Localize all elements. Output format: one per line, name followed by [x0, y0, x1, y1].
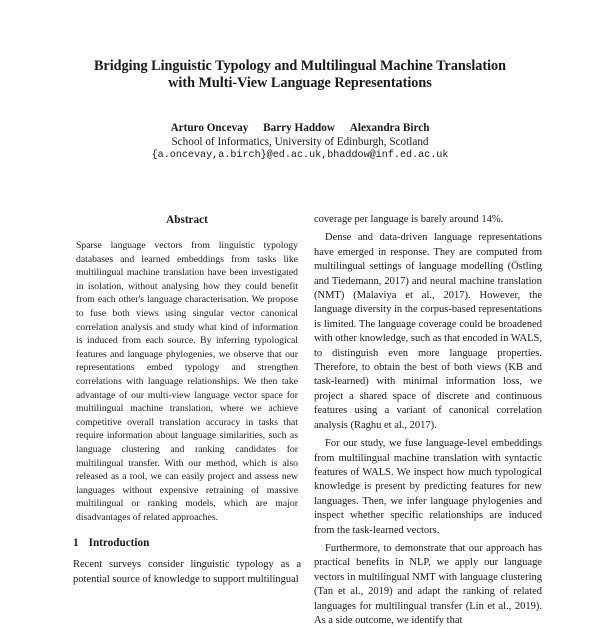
- author-2: Barry Haddow: [263, 122, 335, 134]
- body-paragraph-practical-benefits: Furthermore, to demonstrate that our approach has practical benefits in NLP, we apply our language vectors in multilingual NMT with language clustering (Tan et al., 2019) and adapt the ranking of related languages for multilingual transfer (Lin et al., 2019). As a side outcome, we identify that: [314, 542, 542, 626]
- left-column: [73, 213, 301, 587]
- author-1: Arturo Oncevay: [170, 122, 249, 134]
- title-line-1: Bridging Linguistic Typology and Multilingual Machine Translation: [93, 58, 507, 74]
- author-list: [40, 121, 560, 135]
- body-paragraph-study: For our study, we fuse language-level embeddings from multilingual machine translation with syntactic features of WALS. We inspect how much typological knowledge is present by predicting features for new languages. Then, we infer language phylogenies and inspect whether specific relationships are induced from the task-learned vectors.: [314, 438, 542, 536]
- title-line-2: with Multi-View Language Representations: [168, 75, 432, 91]
- affiliation: School of Informatics, University of Edinburgh, Scotland: [171, 136, 429, 148]
- abstract-text: Sparse language vectors from linguistic typology databases and learned embeddings from tasks like multilingual machine translation have been investigated in isolation, without analysing how they could benefit from each other's language characterisation. We propose to fuse both views using singular vector canonical correlation analysis and study what kind of information is induced from each source. By inferring typological features and language phylogenies, we observe that our representations embed typology and strengthen correlations with language relationships. We then take advantage of our multi-view language vector space for multilingual machine translation, where we achieve competitive overall translation accuracy in tasks that require information about language similarities, such as language clustering and ranking candidates for multilingual transfer. With our method, which is also released as a tool, we can easily project and assess new languages without expensive retraining of massive multilingual or ranking models, which are major disadvantages of related approaches.: [76, 240, 298, 523]
- paper-title: [40, 58, 560, 92]
- section-number: 1: [73, 537, 79, 550]
- right-column: [314, 213, 542, 628]
- section-heading-introduction: [73, 536, 301, 550]
- author-3: Alexandra Birch: [349, 122, 430, 134]
- body-paragraph-dense-representations: Dense and data-driven language representations have emerged in response. They are computed from multilingual settings of language modelling (Östling and Tiedemann, 2017) and neural machine translation (NMT) (Malaviya et al., 2017). However, the language diversity in the corpus-based representations is limited. The language coverage could be broadened with other knowledge, such as that encoded in WALS, to distinguish even more language properties. Therefore, to obtain the best of both views (KB and task-learned) with minimal information loss, we project a shared space of discrete and continuous features using a variant of canonical correlation analysis (Raghu et al., 2017).: [314, 232, 542, 431]
- section-title: Introduction: [88, 537, 150, 550]
- intro-paragraph-1: Recent surveys consider linguistic typology as a potential source of knowledge to support multilingual: [73, 559, 301, 585]
- author-emails: {a.oncevay,a.birch}@ed.ac.uk,bhaddow@inf.ed.ac.uk: [151, 150, 449, 161]
- abstract-heading: Abstract: [166, 214, 208, 226]
- body-paragraph-continued: coverage per language is barely around 14%.: [314, 214, 504, 225]
